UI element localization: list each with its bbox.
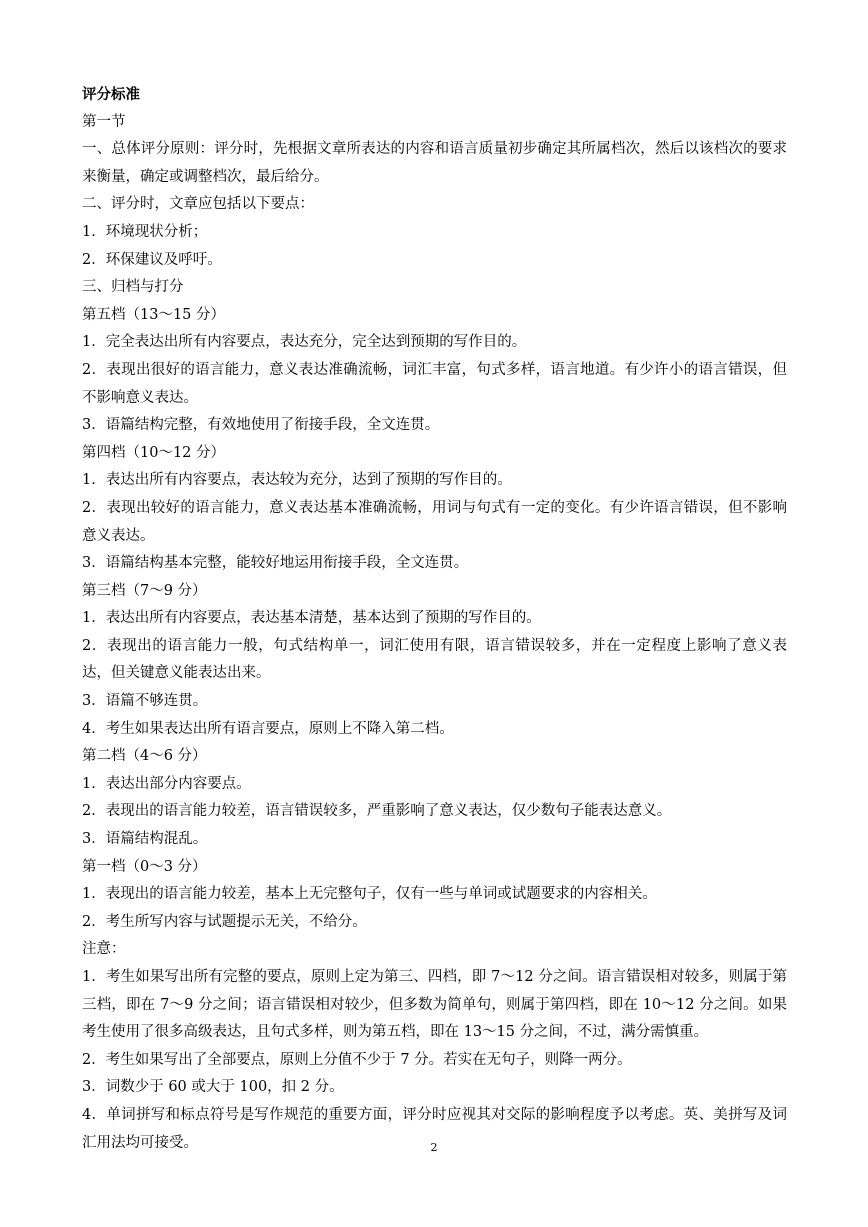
note-item: 3．词数少于 60 或大于 100，扣 2 分。 (82, 1079, 344, 1096)
band-item: 1．表达出部分内容要点。 (82, 775, 251, 792)
document-body (82, 81, 787, 1157)
note-item: 1．考生如果写出所有完整的要点，原则上定为第三、四档，即 7～12 分之间。语言错误相对较多，则属于第三档，即在 7～9 分之间；语言错误相对较少，但多数为简单句，则属于第四档，即在 10～12 分之间。如果考生使用了很多高级表达，且句式多样，则为第五档，即在 13～15 分之间，不过，满分需慎重。 (82, 969, 787, 1041)
band-item: 1．完全表达出所有内容要点，表达充分，完全达到预期的写作目的。 (82, 334, 527, 351)
band-item: 4．考生如果表达出所有语言要点，原则上不降入第二档。 (82, 720, 454, 737)
document-title: 评分标准 (82, 86, 140, 103)
page-number: 2 (430, 1141, 438, 1154)
band-heading: 第一档（0～3 分） (82, 858, 207, 875)
band-item: 1．表现出的语言能力较差，基本上无完整句子，仅有一些与单词或试题要求的内容相关。 (82, 886, 657, 903)
grading-heading: 三、归档与打分 (82, 279, 184, 296)
general-principle: 一、总体评分原则：评分时，先根据文章所表达的内容和语言质量初步确定其所属档次，然后以该档次的要求来衡量，确定或调整档次，最后给分。 (82, 141, 787, 185)
band-item: 3．语篇不够连贯。 (82, 693, 208, 710)
band-item: 2．考生所写内容与试题提示无关，不给分。 (82, 913, 367, 930)
band-item: 1．表达出所有内容要点，表达较为充分，达到了预期的写作目的。 (82, 472, 512, 489)
band-item: 2．表现出的语言能力一般，句式结构单一，词汇使用有限，语言错误较多，并在一定程度上影响了意义表达，但关键意义能表达出来。 (82, 637, 787, 682)
band-heading: 第四档（10～12 分） (82, 444, 226, 461)
band-heading: 第三档（7～9 分） (82, 582, 207, 599)
point-item: 1．环境现状分析； (82, 223, 208, 240)
note-item: 2．考生如果写出了全部要点，原则上分值不少于 7 分。若实在无句子，则降一两分。 (82, 1051, 632, 1068)
band-heading: 第五档（13～15 分） (82, 306, 226, 323)
point-item: 2．环保建议及呼吁。 (82, 251, 222, 268)
section-heading: 第一节 (82, 113, 126, 130)
band-item: 1．表达出所有内容要点，表达基本清楚，基本达到了预期的写作目的。 (82, 610, 541, 627)
note-item: 4．单词拼写和标点符号是写作规范的重要方面，评分时应视其对交际的影响程度予以考虑。英、美拼写及词汇用法均可接受。 (82, 1106, 787, 1151)
band-item: 2．表现出较好的语言能力，意义表达基本准确流畅，用词与句式有一定的变化。有少许语言错误，但不影响意义表达。 (82, 499, 787, 544)
band-item: 3．语篇结构完整，有效地使用了衔接手段，全文连贯。 (82, 417, 440, 434)
band-item: 2．表现出的语言能力较差，语言错误较多，严重影响了意义表达，仅少数句子能表达意义。 (82, 803, 672, 820)
band-item: 3．语篇结构基本完整，能较好地运用衔接手段，全文连贯。 (82, 555, 469, 572)
band-item: 2．表现出很好的语言能力，意义表达准确流畅，词汇丰富，句式多样，语言地道。有少许小的语言错误，但不影响意义表达。 (82, 361, 787, 406)
band-item: 3．语篇结构混乱。 (82, 831, 208, 848)
points-heading: 二、评分时，文章应包括以下要点： (82, 196, 314, 213)
band-heading: 第二档（4～6 分） (82, 748, 207, 765)
notes-heading: 注意： (82, 941, 126, 958)
